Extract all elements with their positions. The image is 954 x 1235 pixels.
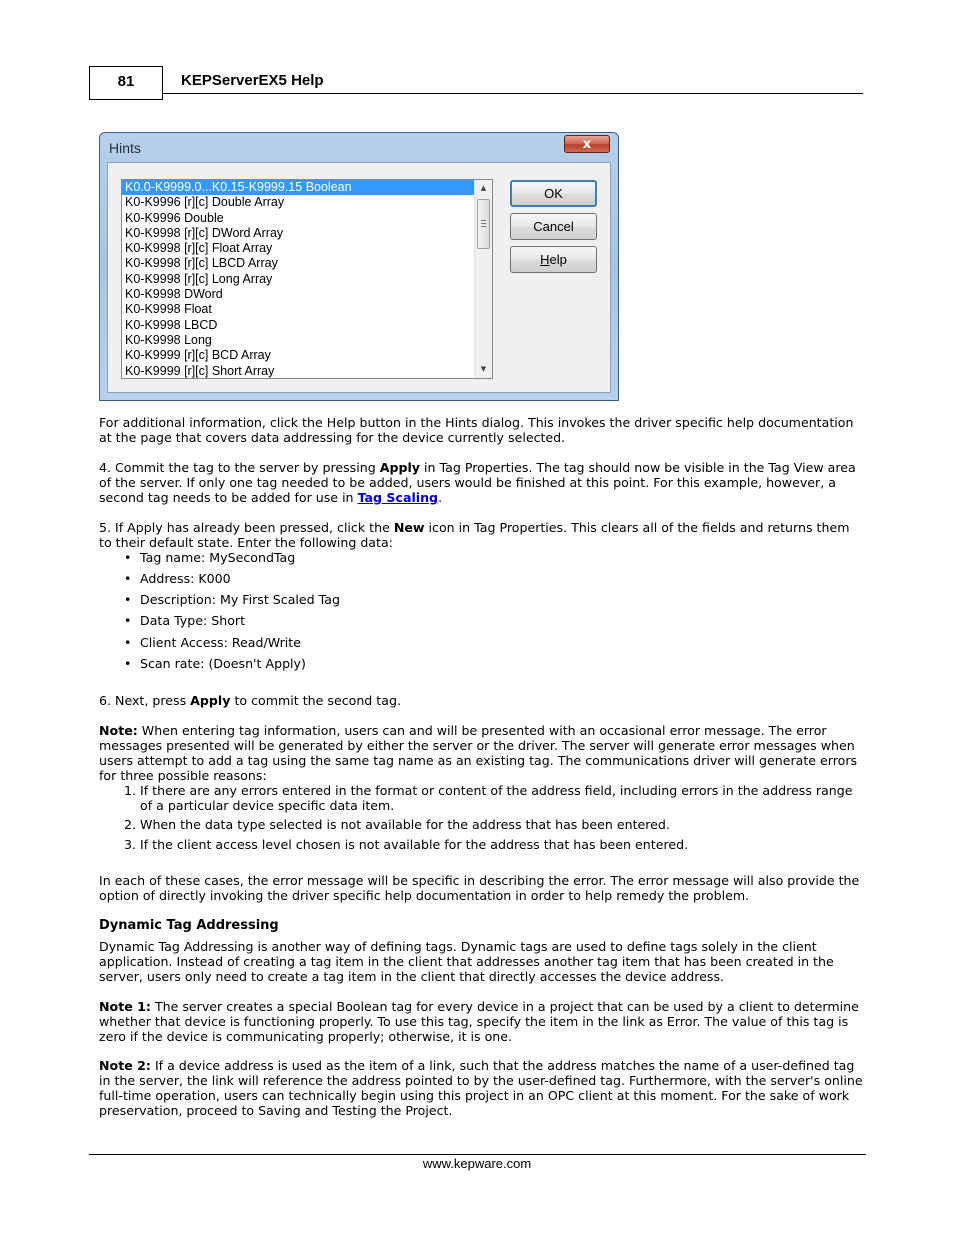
- paragraph-note-1: Note 1: The server creates a special Boolean tag for every device in a project that can be used by a client to determine whether that device is functioning properly. To use this tag, specify the item in the link as Error. The value of this tag is zero if the device is communicating properly; otherwise, it is one.: [99, 999, 859, 1044]
- listbox-scrollbar[interactable]: [474, 180, 492, 378]
- list-item[interactable]: K0-K9998 Float: [125, 302, 212, 317]
- paragraph-step-6: 6. Next, press Apply to commit the second tag.: [99, 693, 401, 708]
- page-title: KEPServerEX5 Help: [181, 72, 324, 89]
- list-item[interactable]: K0-K9998 [r][c] DWord Array: [125, 225, 284, 240]
- list-item[interactable]: K0-K9998 DWord: [125, 287, 223, 302]
- hints-listbox[interactable]: [121, 179, 493, 379]
- paragraph-cases: In each of these cases, the error message will be specific in describing the error. The error message will also provide the option of directly invoking the driver specific help documentation in order to help remedy the problem.: [99, 873, 860, 903]
- list-item[interactable]: K0-K9998 LBCD: [125, 317, 218, 332]
- list-item[interactable]: K0.0-K9999.0...K0.15-K9999.15 Boolean: [122, 180, 475, 195]
- scroll-down-arrow-icon[interactable]: ▼: [480, 365, 487, 373]
- scroll-up-arrow-icon[interactable]: ▲: [480, 184, 487, 192]
- list-item[interactable]: K0-K9998 [r][c] Float Array: [125, 241, 273, 256]
- list-item[interactable]: K0-K9999 [r][c] BCD Array: [125, 348, 271, 363]
- scroll-thumb[interactable]: [477, 199, 490, 249]
- section-heading: Dynamic Tag Addressing: [99, 918, 279, 933]
- paragraph-note: Note: When entering tag information, users can and will be presented with an occasional error message. The error messages presented will be generated by either the server or the driver. The server will generate error messages when users attempt to add a tag using the same tag name as an existing tag. The communications driver will generate errors for three possible reasons:: [99, 723, 858, 783]
- paragraph-step-4: 4. Commit the tag to the server by pressing Apply in Tag Properties. The tag should now be visible in the Tag View area of the server. If only one tag needed to be added, users would be finished at this point. For this example, however, a second tag needs to be added for use in Tag Scaling.: [99, 460, 856, 505]
- help-label-rest: elp: [549, 252, 567, 267]
- cancel-button[interactable]: Cancel: [510, 213, 597, 240]
- paragraph-note-2: Note 2: If a device address is used as the item of a link, such that the address matches the name of a user-defined tag in the server, the link will reference the address pointed to by the user-defined tag. Furthermore, with the server's online full-time operation, users can technically begin using this project in an OPC client at this moment. For the sake of work preservation, proceed to Saving and Testing the Project.: [99, 1058, 863, 1118]
- list-item[interactable]: K0-K9996 Double: [125, 210, 224, 225]
- paragraph-dynamic-tags: Dynamic Tag Addressing is another way of defining tags. Dynamic tags are used to define tags solely in the client application. Instead of creating a tag item in the client that addresses another tag item that has been created in the server, users only need to create a tag item in the client that directly accesses the device address.: [99, 939, 834, 984]
- footer-url: www.kepware.com: [422, 1156, 532, 1171]
- list-item[interactable]: K0-K9998 [r][c] Long Array: [125, 271, 273, 286]
- close-icon[interactable]: x: [564, 135, 610, 153]
- list-item[interactable]: K0-K9996 [r][c] Double Array: [125, 195, 285, 210]
- paragraph-step-5: 5. If Apply has already been pressed, click the New icon in Tag Properties. This clears all of the fields and returns them to their default state. Enter the following data:: [99, 520, 850, 550]
- footer-divider: [89, 1154, 866, 1155]
- list-item[interactable]: K0-K9998 [r][c] LBCD Array: [125, 256, 278, 271]
- help-mnemonic: H: [540, 252, 550, 267]
- paragraph-help-info: For additional information, click the Help button in the Hints dialog. This invokes the driver specific help documentation at the page that covers data addressing for the device currently selected.: [99, 415, 854, 445]
- header-divider: [163, 93, 863, 94]
- tag-scaling-link[interactable]: Tag Scaling: [357, 490, 439, 505]
- dialog-title: Hints: [109, 140, 141, 156]
- hints-dialog: [99, 132, 619, 401]
- ok-button[interactable]: OK: [510, 180, 597, 207]
- page-number: 81: [89, 66, 163, 100]
- list-item[interactable]: K0-K9998 Long: [125, 332, 212, 347]
- help-button[interactable]: [510, 246, 597, 273]
- dialog-client-area: [107, 162, 611, 393]
- hints-list-items: [122, 180, 475, 379]
- list-item[interactable]: K0-K9999 [r][c] Short Array: [125, 363, 275, 378]
